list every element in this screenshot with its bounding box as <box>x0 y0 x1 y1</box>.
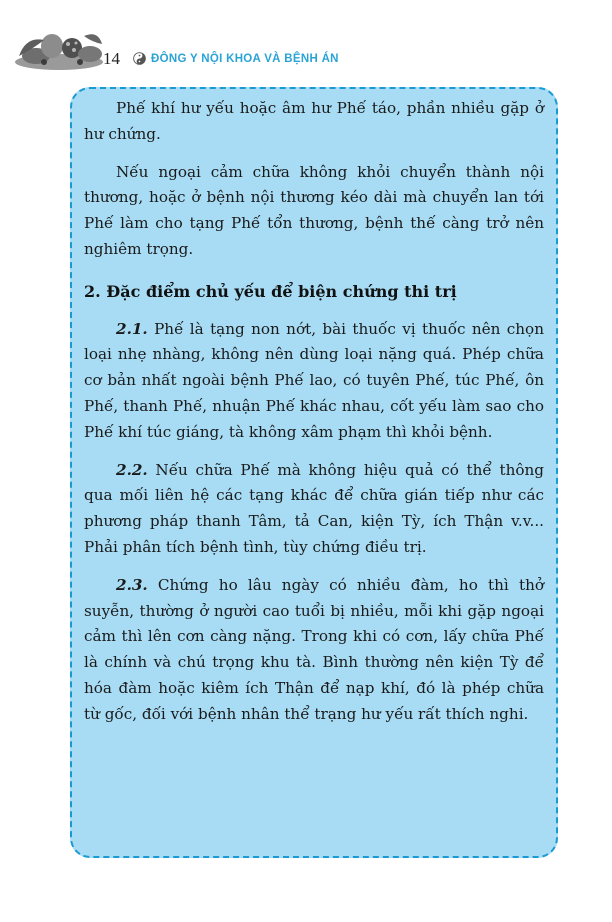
yin-yang-icon <box>133 52 146 65</box>
book-title: ĐÔNG Y NỘI KHOA VÀ BỆNH ÁN <box>151 53 339 65</box>
content-text <box>84 96 544 740</box>
paragraph-2: Nếu ngoại cảm chữa không khỏi chuyển thành nội thương, hoặc ở bệnh nội thương kéo dài mà chuyển lan tới Phế làm cho tạng Phế tổn thương, bệnh thế càng trở nên nghiêm trọng. <box>84 162 544 258</box>
item-2-2 <box>84 458 544 561</box>
item-text: Phế là tạng non nớt, bài thuốc vị thuốc nên chọn loại nhẹ nhàng, không nên dùng loại nặng quá. Phép chữa cơ bản nhất ngoài bệnh Phế lao, có tuyên Phế, túc Phế, ôn Phế, thanh Phế, nhuận Phế khác nhau, cốt yếu làm sao cho Phế khí túc giáng, tà không xâm phạm thì khỏi bệnh. <box>84 319 544 441</box>
paragraph-1: Phế khí hư yếu hoặc âm hư Phế táo, phần nhiều gặp ở hư chứng. <box>84 99 544 143</box>
item-2-1 <box>84 317 544 446</box>
item-text: Chứng ho lâu ngày có nhiều đàm, ho thì thở suyễn, thường ở người cao tuổi bị nhiều, mỗi khi gặp ngoại cảm thì lên cơn càng nặng. Trong khi có cơn, lấy chữa Phế là chính và chú trọng khu tà. Bình thường nên kiện Tỳ để hóa đàm hoặc kiêm ích Thận để nạp khí, đó là phép chữa từ gốc, đối với bệnh nhân thể trạng hư yếu rất thích nghi. <box>84 575 544 723</box>
item-number: 2.3. <box>116 575 148 594</box>
item-2-3 <box>84 573 544 728</box>
herbs-illustration-icon <box>14 26 104 70</box>
item-number: 2.2. <box>116 460 148 479</box>
item-text: Nếu chữa Phế mà không hiệu quả có thể thông qua mối liên hệ các tạng khác để chữa gián tiếp như các phương pháp thanh Tâm, tả Can, kiện Tỳ, ích Thận v.v... Phải phân tích bệnh tình, tùy chứng điều trị. <box>84 460 544 556</box>
section-heading: 2. Đặc điểm chủ yếu để biện chứng thi trị <box>84 281 457 301</box>
page-header <box>0 0 612 80</box>
page-number: 14 <box>103 49 120 68</box>
item-number: 2.1. <box>116 319 148 338</box>
